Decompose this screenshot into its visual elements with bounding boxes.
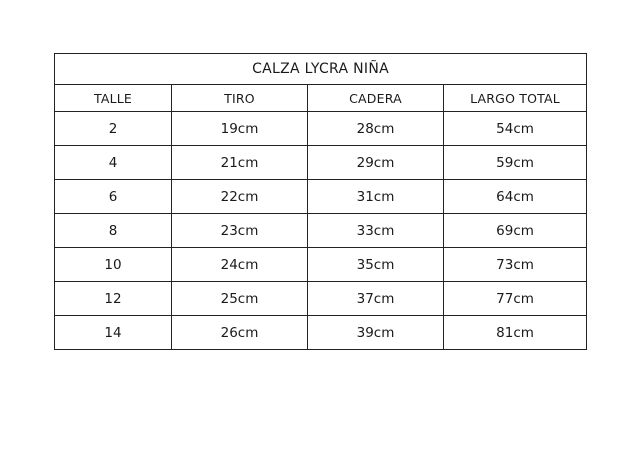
header-tiro: TIRO — [172, 85, 308, 112]
cell-talle: 12 — [55, 282, 172, 316]
cell-cadera: 33cm — [308, 214, 444, 248]
table-row — [55, 146, 587, 180]
cell-tiro: 24cm — [172, 248, 308, 282]
cell-tiro: 19cm — [172, 112, 308, 146]
title-row — [55, 54, 587, 85]
cell-largo-total: 59cm — [444, 146, 587, 180]
cell-largo-total: 64cm — [444, 180, 587, 214]
cell-cadera: 37cm — [308, 282, 444, 316]
header-largo-total: LARGO TOTAL — [444, 85, 587, 112]
cell-cadera: 35cm — [308, 248, 444, 282]
cell-largo-total: 54cm — [444, 112, 587, 146]
cell-talle: 10 — [55, 248, 172, 282]
cell-tiro: 25cm — [172, 282, 308, 316]
cell-cadera: 29cm — [308, 146, 444, 180]
header-row — [55, 85, 587, 112]
table-row — [55, 282, 587, 316]
table-row — [55, 112, 587, 146]
cell-largo-total: 73cm — [444, 248, 587, 282]
cell-largo-total: 81cm — [444, 316, 587, 350]
cell-talle: 2 — [55, 112, 172, 146]
table-title: CALZA LYCRA NIÑA — [55, 54, 587, 85]
cell-cadera: 28cm — [308, 112, 444, 146]
table-row — [55, 248, 587, 282]
size-chart-table — [54, 53, 587, 350]
cell-talle: 8 — [55, 214, 172, 248]
header-cadera: CADERA — [308, 85, 444, 112]
cell-talle: 4 — [55, 146, 172, 180]
cell-tiro: 23cm — [172, 214, 308, 248]
cell-largo-total: 69cm — [444, 214, 587, 248]
cell-cadera: 31cm — [308, 180, 444, 214]
cell-tiro: 26cm — [172, 316, 308, 350]
cell-talle: 14 — [55, 316, 172, 350]
table-row — [55, 214, 587, 248]
cell-cadera: 39cm — [308, 316, 444, 350]
cell-largo-total: 77cm — [444, 282, 587, 316]
cell-talle: 6 — [55, 180, 172, 214]
cell-tiro: 21cm — [172, 146, 308, 180]
table-row — [55, 316, 587, 350]
header-talle: TALLE — [55, 85, 172, 112]
table-row — [55, 180, 587, 214]
cell-tiro: 22cm — [172, 180, 308, 214]
